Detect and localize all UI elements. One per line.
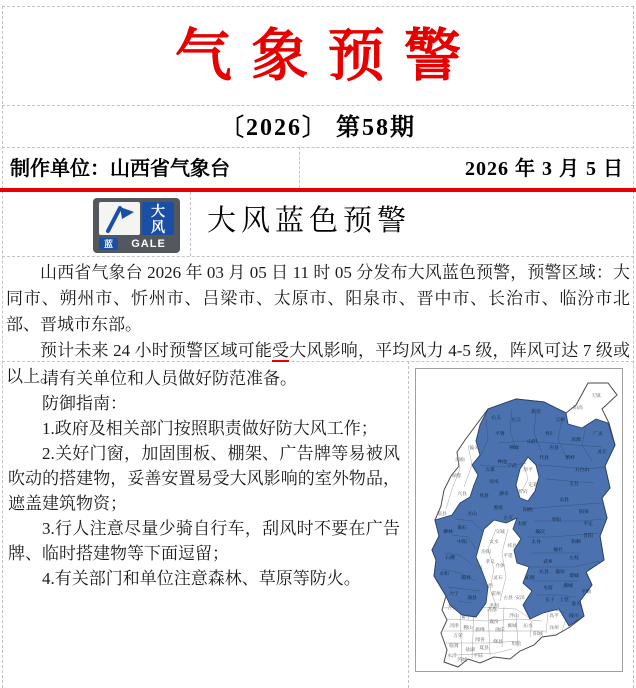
map-county-label: 闻喜 [475,638,485,643]
guide-item: 2.关好门窗，加固围板、棚架、广告牌等易被风吹动的搭建物，妥善安置易受大风影响的室外物品，遮盖建筑物资； [8,444,400,513]
map-county-label: 娄烦 [493,506,503,511]
map-county-label: 沁源 [525,576,535,581]
guide-item: 4.有关部门和单位注意森林、草原等防火。 [42,569,361,588]
warning-area-map-frame [415,368,623,672]
map-county-label: 静乐 [499,492,509,497]
map-county-label: 平遥 [503,554,513,559]
map-county-label: 平顺 [581,590,591,595]
map-county-label: 临猗 [449,644,459,649]
map-county-label: 保德 [451,474,461,479]
map-county-label: 盐湖 [465,648,475,653]
map-county-label: 中阳 [457,540,467,545]
map-county-label: 昔阳 [583,534,593,539]
warning-title: 大风蓝色预警 [207,205,412,237]
map-county-label: 河津 [449,624,459,629]
map-county-label: 壶关 [571,602,581,607]
map-county-label: 万荣 [453,634,463,639]
map-county-label: 黎城 [569,574,579,579]
map-county-label: 代县 [539,456,549,461]
guide-intro: 请有关单位和人员做好防范准备。 [42,369,297,388]
warning-paragraph-1: 山西省气象台 2026 年 03 月 05 日 11 时 05 分发布大风蓝色预警，预警区域：大同市、朔州市、忻州市、吕梁市、太原市、阳泉市、晋中市、长治市、临汾市北部、晋城市东部。 [6,263,630,334]
map-county-label: 乡宁 [461,616,471,621]
map-county-label: 山阴 [527,440,537,445]
map-county-label: 上党 [559,598,569,603]
table-divider-icon-title [190,192,191,256]
map-county-label: 夏县 [479,646,489,651]
issue-number: 〔2026〕 第58期 [220,115,416,141]
defense-guide [8,366,400,591]
map-county-label: 交口 [473,566,483,571]
map-county-label: 文水 [489,540,499,545]
map-county-label: 阳曲 [523,508,533,513]
map-county-label: 宁武 [507,464,517,469]
map-county-label: 吉县 [447,606,457,611]
map-county-label: 蒲县 [467,596,477,601]
map-county-label: 太原 [517,522,527,527]
map-county-label: 繁峙 [565,456,575,461]
gale-latin-label: GALE [131,238,166,250]
map-county-label: 浑源 [571,438,581,443]
table-divider-text-map [408,361,409,688]
map-county-label: 潞城 [563,584,573,589]
map-county-label: 隰县 [461,576,471,581]
table-divider-producer-date [299,147,300,188]
map-county-label: 浮山 [509,614,519,619]
map-county-label: 平陆 [473,654,483,659]
map-county-label: 盂县 [559,498,569,503]
map-county-label: 和顺 [571,540,581,545]
map-county-label: 太谷 [531,540,541,545]
map-county-label: 孝义 [485,560,495,565]
map-county-label: 河曲 [455,458,465,463]
guide-item: 3.行人注意尽量少骑自行车，刮风时不要在广告牌、临时搭建物等下面逗留； [8,519,400,563]
map-county-label: 高平 [549,614,559,619]
guide-heading: 防御指南： [42,394,127,413]
map-county-label: 阳泉 [579,510,589,515]
para2-before: 预计未来 24 小时预警区域可能 [40,341,273,360]
producer-label: 制作单位：山西省气象台 [10,158,230,180]
map-county-label: 天镇 [591,394,601,399]
gale-char-top: 大 [151,203,165,219]
map-county-label: 右玉 [491,416,501,421]
map-county-label: 汾阳 [481,550,491,555]
map-county-label: 霍州 [491,592,501,597]
map-county-label: 原平 [523,468,533,473]
map-county-label: 石楼 [445,556,455,561]
map-county-label: 灵石 [493,576,503,581]
map-county-label: 柳林 [443,530,453,535]
map-county-label: 方山 [467,512,477,517]
map-county-label: 应县 [549,446,559,451]
map-county-label: 左云 [511,418,521,423]
map-county-label: 安泽 [515,596,525,601]
table-border-under-title [2,105,634,106]
map-county-label: 五寨 [485,468,495,473]
wind-flag-icon [99,202,140,235]
map-county-label: 兴县 [457,492,467,497]
table-border-under-icon-row [2,256,634,257]
map-county-label: 云州 [555,418,565,423]
map-county-label: 陵川 [569,614,579,619]
map-county-label: 临县 [437,512,447,517]
map-county-label: 芮城 [457,658,467,663]
map-county-label: 泽州 [549,626,559,631]
map-county-label: 沁县 [539,570,549,575]
map-county-label: 新绛 [475,628,485,633]
shanxi-warning-map [416,369,622,671]
map-county-label: 曲沃 [495,628,505,633]
map-county-label: 介休 [495,564,505,569]
map-county-label: 榆社 [553,548,563,553]
map-county-label: 稷山 [463,626,473,631]
map-county-label: 新荣 [531,410,541,415]
issue-date: 2026 年 3 月 5 日 [465,158,624,180]
map-county-label: 忻府 [518,490,528,495]
map-county-label: 阳高 [573,406,583,411]
table-border-top [2,6,634,7]
map-county-label: 长子 [545,598,555,603]
map-county-label: 绛县 [493,640,503,645]
map-county-label: 洪洞 [489,604,499,609]
map-county-label: 交城 [495,530,505,535]
map-county-label: 武乡 [543,560,553,565]
gale-blue-warning-icon [93,198,180,253]
map-county-label: 偏关 [469,446,479,451]
map-county-label: 祁县 [507,544,517,549]
page-title: 气象预警 [174,25,481,88]
map-county-label: 汾西 [483,584,493,589]
map-county-label: 寿阳 [551,518,561,523]
gale-chinese-label [142,202,174,235]
map-county-label: 大宁 [449,592,459,597]
map-county-label: 襄垣 [555,570,565,575]
map-county-label: 离石 [457,526,467,531]
guide-item: 1.政府及相关部门按照职责做好防大风工作； [42,419,378,438]
map-county-label: 阳城 [533,632,543,637]
map-county-label: 五台 [569,482,579,487]
map-county-label: 榆次 [535,530,545,535]
map-county-label: 垣曲 [511,642,521,647]
map-county-label: 沁水 [523,624,533,629]
map-county-label: 左权 [569,556,579,561]
map-county-label: 永济 [447,654,457,659]
spellcheck-underline: 受 [272,341,290,360]
blue-level-badge: 蓝 [99,238,118,250]
map-county-label: 平定 [583,522,593,527]
map-county-label: 襄汾 [489,620,499,625]
map-county-label: 朔城 [509,446,519,451]
map-county-label: 古县 [503,596,513,601]
map-county-label: 古交 [503,516,513,521]
map-county-label: 广灵 [593,432,603,437]
gale-char-bottom: 风 [151,219,165,235]
map-county-label: 永和 [439,572,449,577]
map-county-label: 岢岚 [489,480,499,485]
map-county-label: 定襄 [528,483,538,488]
map-county-label: 岚县 [479,494,489,499]
map-county-label: 神池 [497,460,507,465]
red-divider-line [0,188,636,192]
map-county-label: 尧都 [487,608,497,613]
map-county-label: 灵丘 [597,450,607,455]
map-county-label: 平鲁 [495,432,505,437]
map-county-label: 屯留 [543,586,553,591]
map-county-label: 五台山 [574,468,590,473]
para2-after: 大风影响，平均风力 4-5 级，阵风可达 7 级或以上。 [6,341,630,386]
map-county-label: 翼城 [507,624,517,629]
map-county-label: 怀仁 [545,432,555,437]
